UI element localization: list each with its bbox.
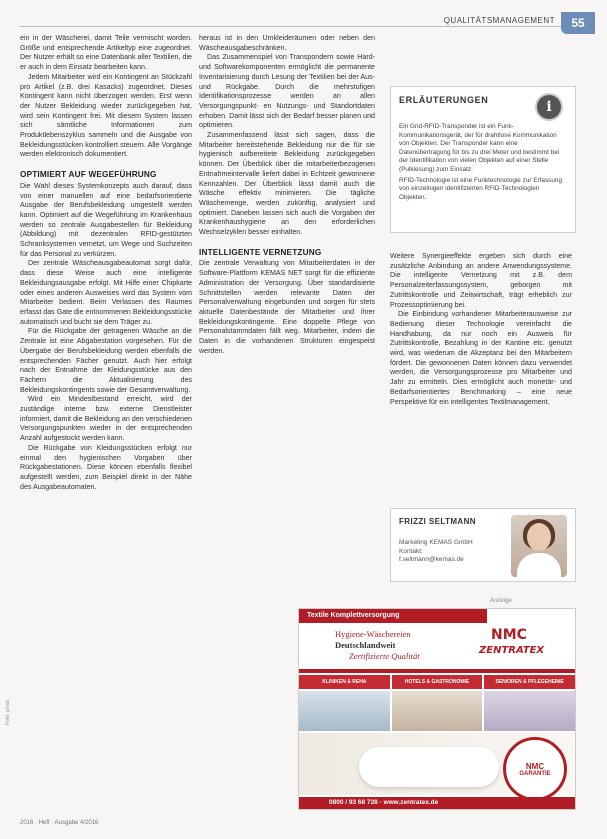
- ad-category: HOTELS & GASTRONOMIE: [392, 675, 483, 689]
- header-rule: [20, 26, 572, 27]
- ad-seal-text: GARANTIE: [519, 770, 551, 777]
- page-footer: 2016 · Heft · Ausgabe 4/2016: [20, 820, 99, 826]
- ad-headline-1: Hygiene-Wäschereien: [335, 629, 411, 639]
- ad-photo-strip: [299, 691, 575, 731]
- info-bullet: Ein Grid-RFID-Transponder ist ein Funk-Kommunikationsgerät, der für drahtlose Kommunikation von Objekten. Der Transponder kann eine Datenübertragung für bis zu drei Meter und bestimmt bei der Identifikation von vielen Objekten auf einer Stelle (Pulklesung) zum Einsatz.: [399, 123, 560, 173]
- ad-footer: 0800 / 93 68 728 · www.zentratex.de: [299, 797, 576, 809]
- paragraph: Die zentrale Verwaltung von Mitarbeiterdaten in der Software-Plattform KEMAS NET sorgt für die effiziente Administration der Versorgung. Über standardisierte Schnittstellen werden relevante Daten der Personalverwaltung eingebunden und sorgen für stets aktuelle Datenbestände der Mitarbeiter und ihrer Bekleidungskontingente. Eine doppelte Pflege von Personalstammdaten fällt weg. Mitarbeiter, indem die Daten in die vorhandenen Strukturen eingespeist werden.: [199, 259, 375, 355]
- ad-categories: [299, 675, 575, 689]
- author-email: f.seltmann@kemas.de: [399, 556, 464, 564]
- ad-divider: [299, 669, 575, 673]
- paragraph: Der zentrale Wäscheausgabeautomat sorgt dafür, dass diese Weise auch eine intelligente Bekleidungsausgabe erfolgt. Mit Hilfe einer Chipkarte oder eines anderen Ausweises wird das System vom Mitarbeiter bedient. Beim Verlassen des Raumes erfasst das Gate die entnommenen Bekleidungsstücke automatisch und bucht sie dem Träger zu.: [20, 259, 192, 326]
- ad-topbar: Textile Komplettversorgung: [299, 609, 487, 623]
- ad-category: SENIOREN & PFLEGEHEIME: [484, 675, 575, 689]
- paragraph: Jedem Mitarbeiter wird ein Kontingent an Stückzahl pro Artikel (z.B. drei Kasacks) zugeordnet. Dieses Kontingent kann nicht überzogen werden. Erst wenn der Nutzer Bekleidung wieder zurückgegeben hat, wird sein Kontingent frei. Mit diesem System lassen sich sämtliche Informationen zum Produktlebenszyklus sammeln und die Ausgabe von Bekleidungsstücken kontrolliert steuern. Alle Vorgänge werden elektronisch dokumentiert.: [20, 72, 192, 159]
- author-info: [399, 539, 473, 565]
- section-heading: INTELLIGENTE VERNETZUNG: [199, 247, 322, 257]
- author-company: Marketing KEMAS GmbH: [399, 539, 473, 546]
- info-icon: i: [535, 93, 563, 121]
- ad-pillow-image: [359, 747, 499, 787]
- ad-seal-brand: NMC: [525, 761, 545, 771]
- author-name: FRIZZI SELTMANN: [399, 517, 476, 526]
- ad-photo: [392, 691, 483, 731]
- info-box-title: ERLÄUTERUNGEN: [399, 95, 489, 105]
- info-box-body: [399, 123, 567, 204]
- author-contact-label: Kontakt:: [399, 547, 423, 555]
- paragraph: ein in der Wäscherei, damit Teile vermischt worden. Größe und entsprechende Artikeltyp eine zugeordnet. Der Nutzer erhält so eine Datenbank aller Textilien, die er auch in dem Einsatz bearbeiten kann.: [20, 34, 192, 72]
- ad-logo-brand: ZENTRATEX: [479, 645, 545, 656]
- article-column-2: [199, 34, 375, 357]
- photo-credit: Foto: privat: [5, 700, 11, 726]
- info-box: [390, 86, 576, 233]
- advertisement[interactable]: [298, 608, 576, 810]
- author-photo: [511, 515, 567, 577]
- paragraph: Zusammenfassend lässt sich sagen, dass die Mitarbeiter bereitstehende Bekleidung nur die für sie hygienisch aufbereitete Bekleidung zurückgegeben können. Der Überblick über die mitarbeiterbezogenen Entnahmeintervalle liefert dabei in Echtzeit gewonnene Kennzahlen. Der Überblick lässt damit auch die Wäsche effektiv minimieren. Die tägliche Wäschemenge, werden zukünftig, analysiert und optimiert. Daneben lassen sich auch die Vorgaben der Krankenhaushygiene an den erforderlichen Wechselzyklen besser einhalten.: [199, 131, 375, 237]
- ad-headline-3: Zertifizierte Qualität: [349, 651, 420, 661]
- ad-photo: [484, 691, 575, 731]
- article-column-1: [20, 34, 192, 492]
- ad-guarantee-seal: [503, 737, 567, 801]
- ad-logo-mark: NMC: [491, 627, 527, 643]
- paragraph: Das Zusammenspiel von Transpondern sowie Hard- und Softwarekomponenten ermöglicht die permanente Inventarisierung durch Lesung der Textilien bei der Aus- und Rückgabe. Durch die mehrstufigen Identifikationsprozesse werden an allen Versorgungspunkt- en Nutzungs- und Standortdaten erhoben. Damit lässt sich der Bedarf besser planen und optimieren.: [199, 53, 375, 130]
- info-bullet: RFID-Technologie ist eine Funktechnologie zur Erfassung von einzelnigen identifizierten RFID-Technologien Objekten.: [399, 176, 563, 201]
- article-column-3: [390, 252, 572, 407]
- section-title: QUALITÄTSMANAGEMENT: [443, 16, 555, 25]
- paragraph: heraus ist in den Umkleideräumen oder neben den Wäscheausgabeschränken.: [199, 34, 375, 52]
- ad-label: Anzeige: [490, 598, 512, 604]
- ad-headline-2: Deutschlandweit: [335, 640, 396, 650]
- ad-logo: [479, 627, 565, 667]
- paragraph: Die Einbindung vorhandener Mitarbeiterausweise zur Bedienung dieser Technologie vereinfacht die Handhabung, da nur noch ein Ausweis für Zutrittskontrolle, Bezahlung in der Kantine etc. genutzt wird, was wiederum die Akzeptanz bei den Mitarbeitern fördert. Die gewonnenen Daten können dazu verwendet werden, die Versorgungsprozesse pro Mitarbeiter und Jahr zu ermitteln. Dies ermöglicht auch monetär- und Bedarfsorientiertes Benchmarking – eine neue Perspektive für ein intelligentes Textilmanagement.: [390, 310, 572, 406]
- paragraph: Weitere Synergieeffekte ergeben sich durch eine zusätzliche Anbindung an andere Anwendungssysteme. Die intelligente Vernetzung mit z.B. dem Personalzeiterfassungssystem, geborgen mit Zutrittskontrolle und Zeitwirtschaft, trägt erheblich zur Prozessoptimierung bei.: [390, 252, 572, 309]
- paragraph: Die Wahl dieses Systemkonzepts auch darauf, dass von einer manuellen auf eine bedarfsorientierte Ausgabe der Berufsbekleidung umgestellt werden kann. Optimiert auf die Wegeführung im Krankenhaus werden so zentrale Ausgabestellen für Bekleidung (Abbildung) mit dezentralen RFID-gestützten Schranksystemen vernetzt, um Wege und Suchzeiten für das Personal zu verkürzen.: [20, 181, 192, 258]
- page-number: 55: [561, 12, 595, 34]
- paragraph: Wird ein Mindestbestand erreicht, wird der zuständige interne bzw. externe Dienstleister informiert, damit die Bekleidung an den verschiedenen Versorgungspunkten wieder in der entsprechenden Anzahl aufgestockt werden kann.: [20, 395, 192, 443]
- ad-photo: [299, 691, 390, 731]
- ad-category: KLINIKEN & REHA: [299, 675, 390, 689]
- section-heading: OPTIMIERT AUF WEGEFÜHRUNG: [20, 170, 157, 180]
- paragraph: Die Rückgabe von Kleidungsstücken erfolgt nur einmal den hygienischen Vorgaben über Rückgabestationen. Diese können ebenfalls flexibel aufgestellt werden, zum Beispiel direkt in der Nähe des Ausgabeautomaten.: [20, 443, 192, 491]
- paragraph: Für die Rückgabe der getragenen Wäsche an die Zentrale ist eine Abgabestation vorgesehen. Für die Übergabe der Berufsbekleidung werden ebenfalls die entsprechenden Fächer genutzt. Auch hier erfolgt nach der Entnahme der Kleidungsstücke aus den Fächern die Aktualisierung des Bekleidungskontingents sowie der Gesamtverwaltung.: [20, 327, 192, 394]
- author-box: [390, 508, 576, 582]
